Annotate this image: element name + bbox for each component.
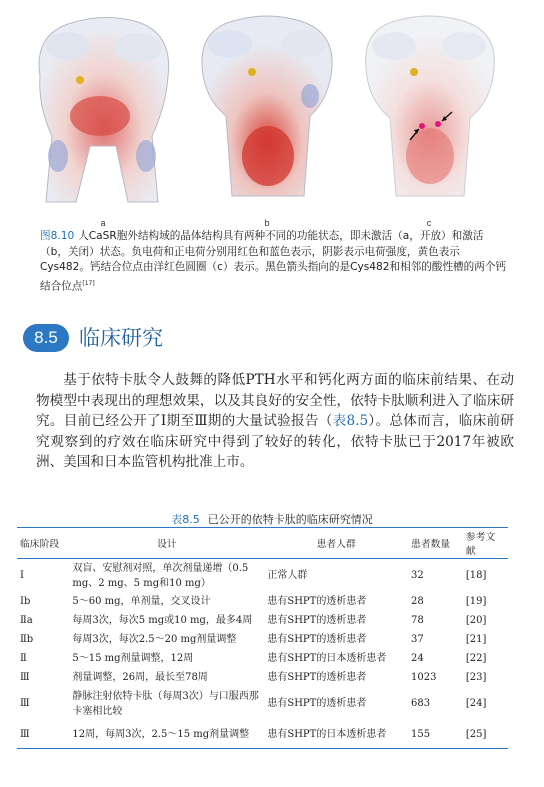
- table-row: [17, 559, 508, 593]
- cell-count: 1023: [411, 672, 437, 683]
- paragraph-text: 基于依特卡肽令人鼓舞的降低PTH水平和钙化两方面的临床前结果、在动物模型中表现出的理想效果，以及其良好的安全性，依特卡肽顺利进入了临床研究。目前已经公开了Ⅰ期至Ⅲ期的大量试验报告（: [36, 372, 514, 430]
- cell-population: 患有SHPT的透析患者: [267, 698, 367, 709]
- cell-design: 每周3次，每次5 mg或10 mg，最多4周: [72, 615, 253, 626]
- cell-population: 正常人群: [267, 570, 308, 581]
- table-caption: [0, 511, 544, 527]
- cell-count: 78: [411, 615, 424, 626]
- cell-phase: Ⅲ: [17, 720, 69, 749]
- cys482-marker: [248, 68, 256, 76]
- cell-design: 剂量调整，26周，最长至78周: [72, 672, 208, 683]
- calcium-site-marker: [419, 123, 425, 129]
- cell-design: 静脉注射依特卡肽（每周3次）与口服西那卡塞相比较: [72, 690, 259, 717]
- header-population: 患者人群: [264, 528, 408, 559]
- table-row: [17, 720, 508, 749]
- header-reference: 参考文献: [463, 528, 508, 559]
- figure-number: 图8.10: [40, 230, 75, 242]
- cell-design: 5～60 mg，单剂量，交叉设计: [72, 596, 211, 607]
- cell-design: 12周，每周3次，2.5～15 mg剂量调整: [69, 720, 264, 749]
- cell-population: 患有SHPT的透析患者: [267, 634, 367, 645]
- surface-image-c: [354, 6, 504, 206]
- table-row: [17, 687, 508, 720]
- cell-phase: Ⅲ: [20, 672, 30, 683]
- cell-reference: [25]: [463, 720, 508, 749]
- calcium-site-marker: [435, 121, 441, 127]
- cell-design: 双盲、安慰剂对照，单次剂量递增（0.5 mg、2 mg、5 mg和10 mg）: [72, 562, 249, 589]
- table-row: [17, 630, 508, 649]
- section-number: 8.5: [23, 324, 69, 352]
- cell-population: 患有SHPT的透析患者: [267, 615, 367, 626]
- cell-design: 5～15 mg剂量调整，12周: [72, 653, 194, 664]
- cell-count: 683: [411, 698, 431, 709]
- body-paragraph: [36, 370, 514, 473]
- table-reference-link[interactable]: 表8.5: [332, 413, 369, 430]
- section-heading: [23, 322, 523, 356]
- table-header-row: [17, 528, 508, 559]
- cell-reference: [18]: [465, 570, 487, 581]
- table-number: 表8.5: [171, 513, 200, 526]
- cell-population: 患有SHPT的透析患者: [267, 596, 367, 607]
- cell-phase: Ⅱ: [20, 653, 27, 664]
- cell-population: 患有SHPT的透析患者: [267, 672, 367, 683]
- cell-reference: [20]: [465, 615, 487, 626]
- panel-label-a: a: [100, 218, 106, 228]
- cell-count: 155: [408, 720, 463, 749]
- cell-phase: Ⅱb: [20, 634, 34, 645]
- structure-panel-b: [192, 6, 342, 206]
- cell-phase: Ⅰ: [20, 570, 24, 581]
- cell-reference: [19]: [465, 596, 487, 607]
- cell-reference: [21]: [465, 634, 487, 645]
- cell-count: 37: [411, 634, 424, 645]
- table-row: [17, 668, 508, 687]
- table-row: [17, 611, 508, 630]
- cell-reference: [24]: [465, 698, 487, 709]
- cys482-marker: [76, 76, 84, 84]
- structure-panel-c: [354, 6, 504, 206]
- surface-image-b: [192, 6, 342, 206]
- panel-label-c: c: [426, 218, 432, 228]
- cell-population: 患有SHPT的日本透析患者: [264, 720, 408, 749]
- table-row: [17, 649, 508, 668]
- cell-reference: [23]: [465, 672, 487, 683]
- caption-reference: [17]: [82, 279, 95, 287]
- cell-phase: Ⅱa: [20, 615, 33, 626]
- cell-phase: Ⅰb: [20, 596, 31, 607]
- header-phase: 临床阶段: [17, 528, 69, 559]
- header-design: 设计: [69, 528, 264, 559]
- paragraph-text-end: ）。总体而言，临床前研究观察到的疗效在临床研究中得到了较好的转化，依特卡肽已于2017年被欧洲、美国和日本监管机构批准上市。: [36, 413, 514, 471]
- cell-phase: Ⅲ: [20, 698, 30, 709]
- caption-text: 人CaSR胞外结构域的晶体结构具有两种不同的功能状态，即未激活（a，开放）和激活（b，关闭）状态。负电荷和正电荷分别用红色和蓝色表示，阴影表示电荷强度，黄色表示Cys482。钙结合位点由洋红色圆圈（c）表示。黑色箭头指向的是Cys482和相邻的酸性槽的两个钙结合位点: [40, 230, 507, 293]
- figure-8-10: [28, 6, 518, 228]
- cell-design: 每周3次，每次2.5～20 mg剂量调整: [72, 634, 237, 645]
- cell-reference: [22]: [465, 653, 487, 664]
- figure-caption: [40, 229, 508, 295]
- panel-label-b: b: [264, 218, 270, 228]
- cell-count: 28: [411, 596, 424, 607]
- section-title: 临床研究: [79, 326, 163, 350]
- table-title: 已公开的依特卡肽的临床研究情况: [207, 513, 373, 526]
- cys482-marker: [410, 68, 418, 76]
- clinical-trials-table: [17, 527, 508, 749]
- surface-image-a: [28, 6, 178, 206]
- cell-count: 24: [411, 653, 424, 664]
- cell-count: 32: [411, 570, 424, 581]
- cell-population: 患有SHPT的日本透析患者: [267, 653, 387, 664]
- structure-panel-a: [28, 6, 178, 206]
- table-row: [17, 592, 508, 611]
- header-count: 患者数量: [408, 528, 463, 559]
